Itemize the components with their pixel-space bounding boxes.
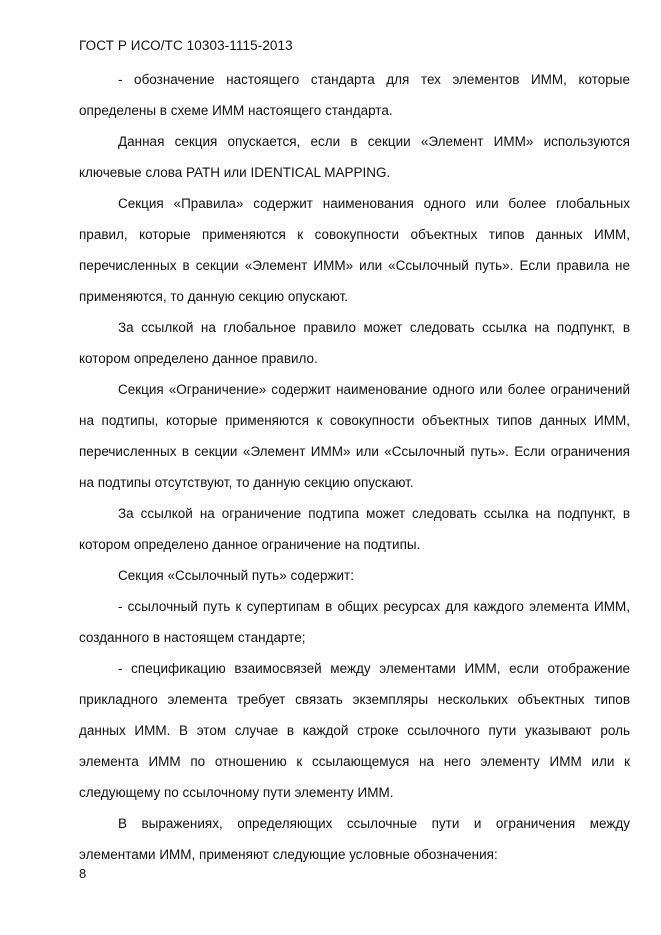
paragraph: - обозначение настоящего стандарта для тех элементов ИММ, которые определены в схеме ИММ настоящего стандарта.: [79, 72, 630, 118]
paragraph: В выражениях, определяющих ссылочные пути и ограничения между элементами ИММ, применяют следующие условные обозначения:: [79, 816, 630, 862]
list-item: - спецификацию взаимосвязей между элементами ИММ, если отображение прикладного элемента требует связать экземпляры нескольких объектных типов данных ИММ. В этом случае в каждой строке ссылочного пути указывают роль элемента ИММ по отношению к ссылающемуся на него элементу ИММ или к следующему по ссылочному пути элементу ИММ.: [79, 661, 630, 800]
paragraph: Секция «Ограничение» содержит наименование одного или более ограничений на подтипы, которые применяются к совокупности объектных типов данных ИММ, перечисленных в секции «Элемент ИММ» или «Ссылочный путь». Если ограничения на подтипы отсутствуют, то данную секцию опускают.: [79, 382, 630, 490]
document-body: [79, 64, 630, 870]
paragraph: Секция «Правила» содержит наименования одного или более глобальных правил, которые применяются к совокупности объектных типов данных ИММ, перечисленных в секции «Элемент ИММ» или «Ссылочный путь». Если правила не применяются, то данную секцию опускают.: [79, 196, 630, 304]
paragraph: За ссылкой на ограничение подтипа может следовать ссылка на подпункт, в котором определено данное ограничение на подтипы.: [79, 506, 630, 552]
page-number: 8: [79, 866, 87, 881]
paragraph: Секция «Ссылочный путь» содержит:: [118, 568, 354, 583]
paragraph: Данная секция опускается, если в секции «Элемент ИММ» используются ключевые слова PATH или IDENTICAL MAPPING.: [79, 134, 630, 180]
paragraph: За ссылкой на глобальное правило может следовать ссылка на подпункт, в котором определено данное правило.: [79, 320, 630, 366]
document-header: ГОСТ Р ИСО/ТС 10303-1115-2013: [79, 38, 293, 53]
list-item: - ссылочный путь к супертипам в общих ресурсах для каждого элемента ИММ, созданного в настоящем стандарте;: [79, 599, 630, 645]
